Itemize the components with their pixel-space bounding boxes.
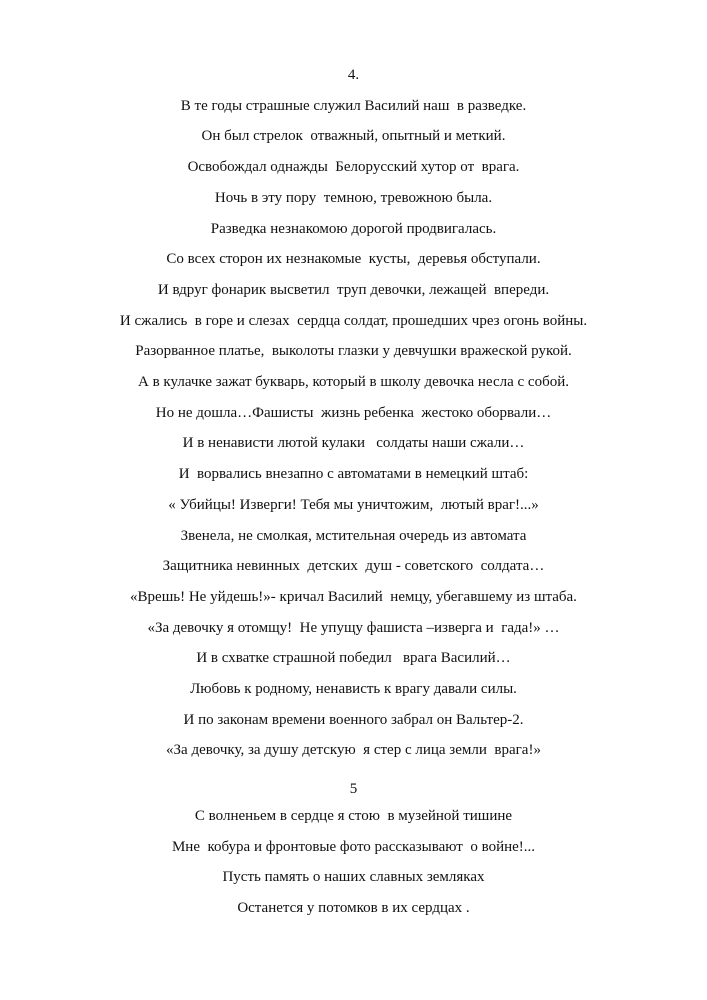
poem-line: Любовь к родному, ненависть к врагу давали силы.: [190, 681, 517, 698]
poem-line: С волненьем в сердце я стою в музейной тишине: [194, 807, 513, 824]
poem-line: Звенела, не смолкая, мстительная очередь из автомата: [180, 527, 527, 544]
section-number-5: 5: [349, 781, 358, 798]
poem-line: Останется у потомков в их сердцах .: [237, 899, 470, 916]
poem-line: Но не дошла…Фашисты жизнь ребенка жестоко оборвали…: [155, 404, 552, 421]
poem-line: И сжались в горе и слезах сердца солдат, прошедших чрез огонь войны.: [119, 312, 588, 329]
poem-line: « Убийцы! Изверги! Тебя мы уничтожим, лютый враг!...»: [168, 496, 539, 513]
poem-line: И в схватке страшной победил врага Василий…: [196, 650, 511, 667]
poem-line: И по законам времени военного забрал он Вальтер-2.: [183, 711, 524, 728]
poem-line: Освобождал однажды Белорусский хутор от врага.: [187, 159, 520, 176]
poem-line: Он был стрелок отважный, опытный и меткий.: [201, 128, 506, 145]
poem-line: А в кулачке зажат букварь, который в школу девочка несла с собой.: [138, 374, 569, 391]
poem-line: Со всех сторон их незнакомые кусты, деревья обступали.: [166, 251, 541, 268]
poem-line: Пусть память о наших славных земляках: [222, 869, 485, 886]
poem-line: Ночь в эту пору темною, тревожною была.: [214, 189, 493, 206]
poem-line: В те годы страшные служил Василий наш в разведке.: [180, 97, 527, 114]
poem-line: «За девочку я отомщу! Не упущу фашиста –изверга и гада!» …: [147, 619, 560, 636]
section-number-4: 4.: [347, 67, 360, 83]
poem-line: Разведка незнакомою дорогой продвигалась.: [210, 220, 497, 237]
poem-line: Защитника невинных детских душ - советского солдата…: [162, 558, 545, 575]
poem-line: И вдруг фонарик высветил труп девочки, лежащей впереди.: [157, 281, 550, 298]
poem-line: «За девочку, за душу детскую я стер с лица земли врага!»: [166, 742, 541, 759]
poem-line: И ворвались внезапно с автоматами в немецкий штаб:: [178, 466, 529, 483]
poem-line: «Врешь! Не уйдешь!»- кричал Василий немцу, убегавшему из штаба.: [130, 588, 577, 605]
poem-line: И в ненависти лютой кулаки солдаты наши сжали…: [182, 435, 525, 452]
poem-line: Разорванное платье, выколоты глазки у девчушки вражеской рукой.: [135, 343, 572, 360]
poem-line: Мне кобура и фронтовые фото рассказывают о войне!...: [171, 838, 536, 855]
